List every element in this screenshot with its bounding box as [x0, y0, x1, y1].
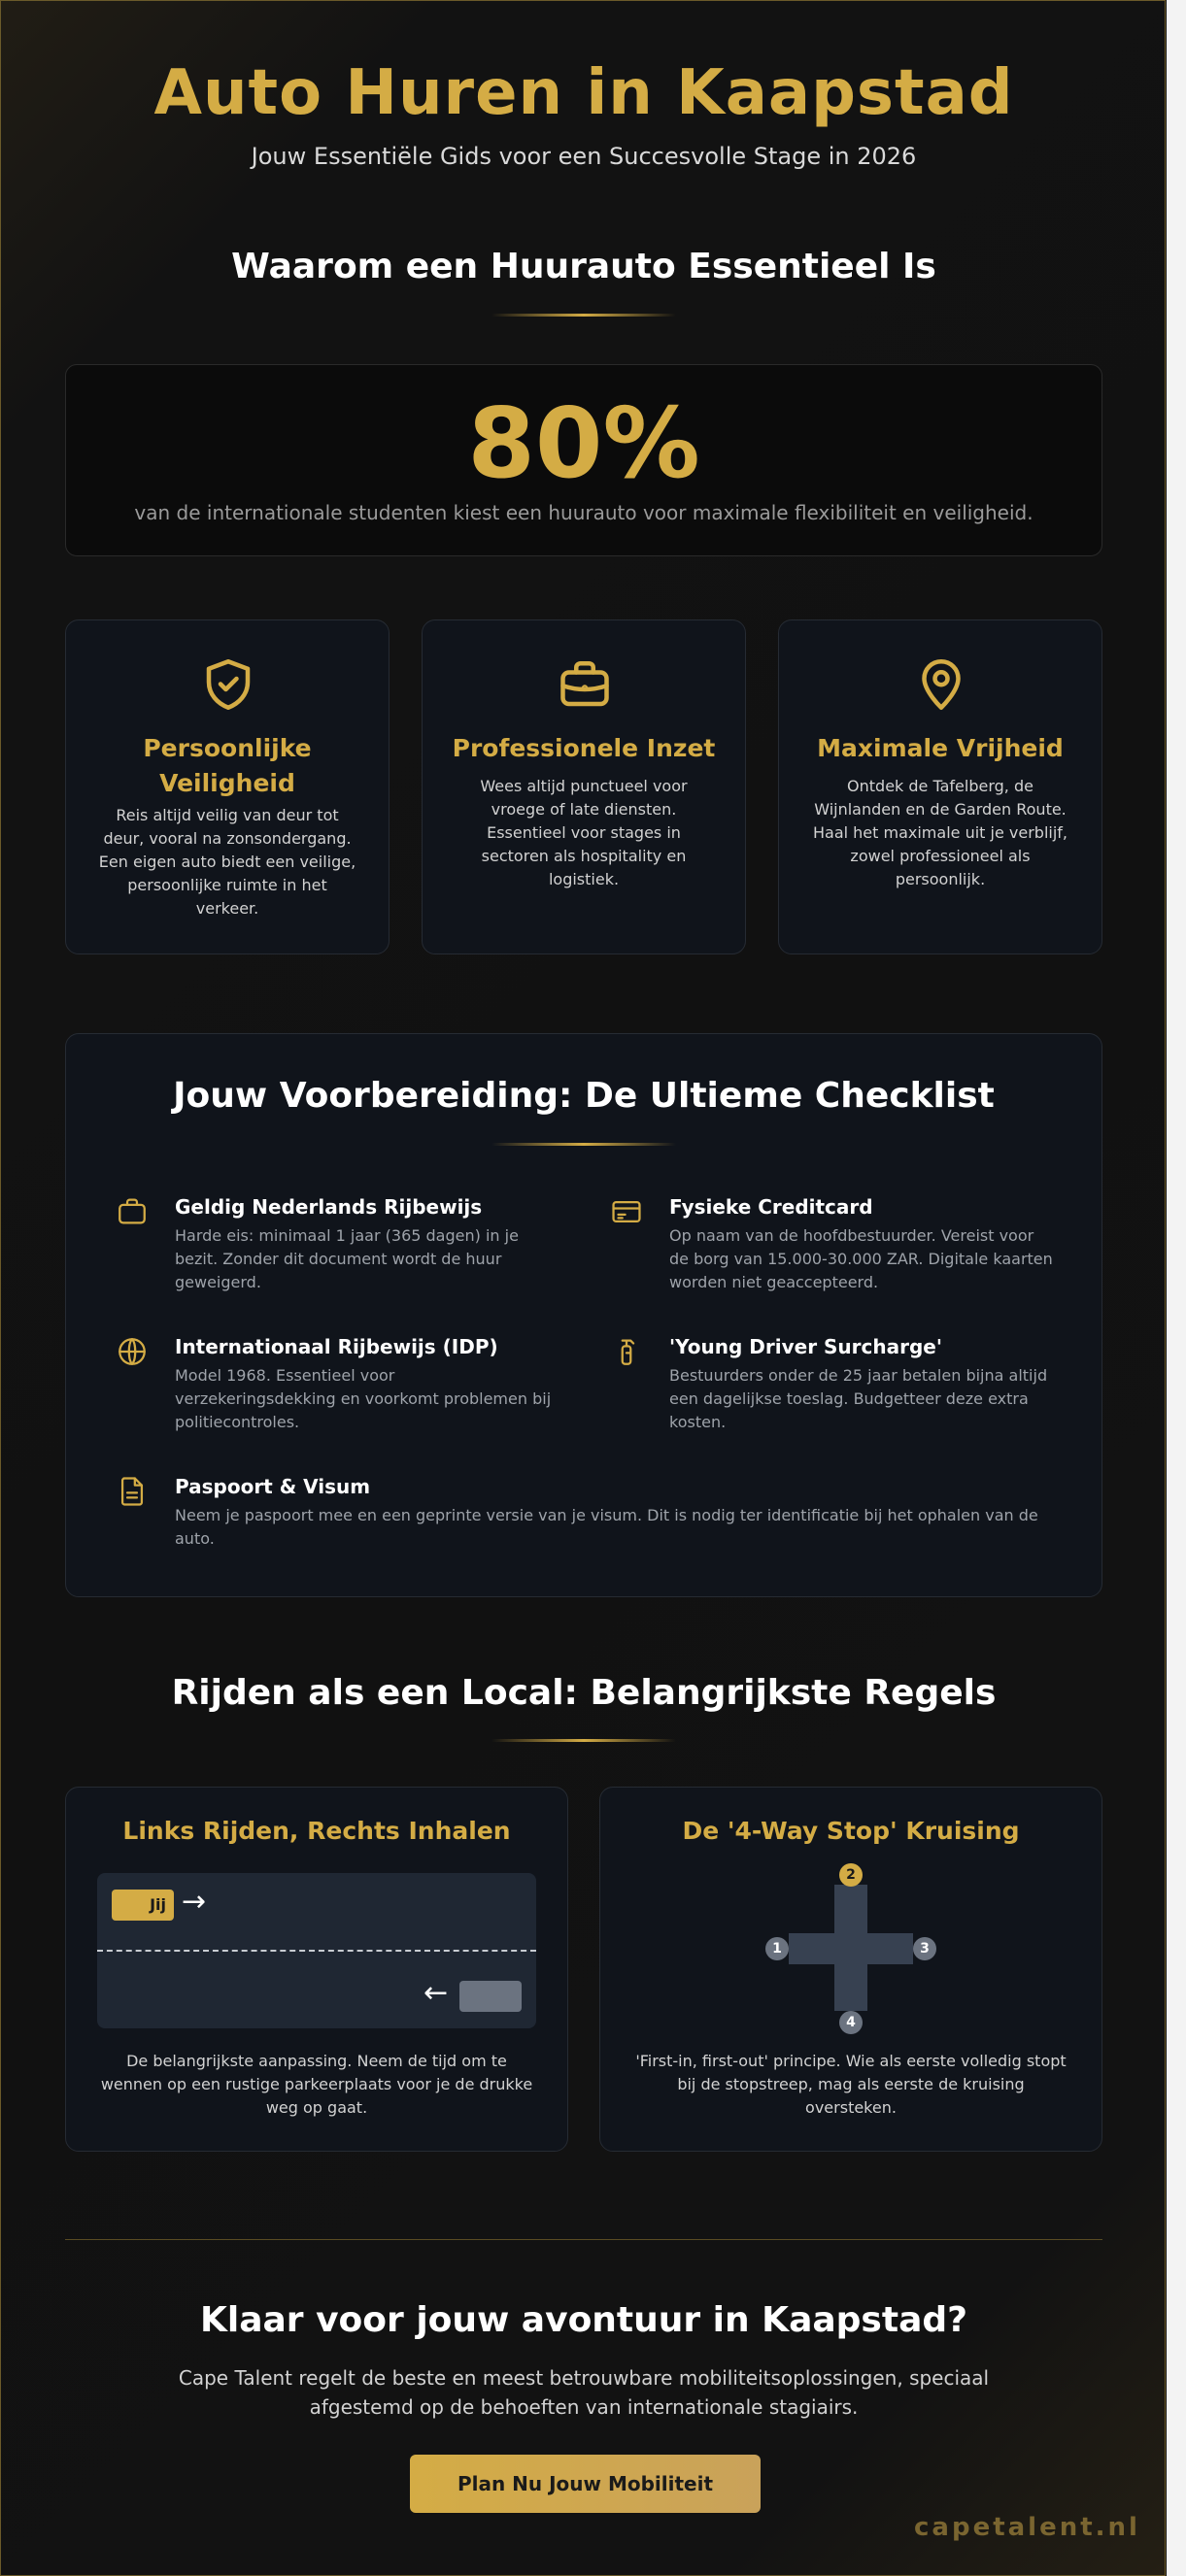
document-icon	[116, 1475, 149, 1508]
card-title-line: Professionele Inzet	[452, 734, 716, 762]
stat-box	[65, 364, 1102, 556]
checklist-panel	[65, 1033, 1102, 1597]
scrollbar-track[interactable]	[1167, 0, 1186, 2576]
page-subtitle: Jouw Essentiële Gids voor een Succesvolle Stage in 2026	[251, 143, 917, 170]
stat-description: van de internationale studenten kiest een huurauto voor maximale flexibiliteit en veiligheid.	[134, 501, 1034, 524]
checklist-title: Jouw Voorbereiding: De Ultieme Checklist	[173, 1076, 995, 1116]
shield-check-icon	[199, 655, 257, 714]
checklist-item-line: Model 1968. Essentieel voor	[175, 1366, 395, 1385]
checklist-item-line: Op naam van de hoofdbestuurder. Vereist voor	[669, 1226, 1034, 1245]
checklist-item-line: een dagelijkse toeslag. Budgetteer deze extra	[669, 1389, 1029, 1408]
card-body-line: Een eigen auto biedt een veilige,	[98, 853, 356, 871]
stop-marker: 1	[765, 1937, 789, 1960]
briefcase-icon	[116, 1195, 149, 1228]
checklist-item-title: Geldig Nederlands Rijbewijs	[175, 1195, 483, 1219]
card-body-line: Ontdek de Tafelberg, de	[847, 777, 1034, 795]
car-you: Jij	[112, 1890, 174, 1921]
briefcase-icon	[556, 655, 614, 714]
arrow-right-icon: →	[182, 1885, 207, 1919]
card-body-line: Essentieel voor stages in	[487, 823, 681, 842]
rule-card-four-way-stop	[599, 1787, 1102, 2152]
card-safety	[65, 619, 390, 954]
card-body-line: deur, vooral na zonsondergang.	[103, 829, 352, 848]
checklist-item-line: politiecontroles.	[175, 1413, 300, 1431]
card-body-line: Reis altijd veilig van deur tot	[116, 806, 339, 824]
checklist-item-line: Neem je paspoort mee en een geprinte versie van je visum. Dit is nodig ter identificatie bij het ophalen van de	[175, 1506, 1038, 1524]
card-body-line: logistiek.	[548, 870, 620, 888]
checklist-item-title: Fysieke Creditcard	[669, 1195, 873, 1219]
credit-card-icon	[610, 1195, 643, 1228]
section-divider	[491, 314, 676, 317]
card-body-line: persoonlijk.	[895, 870, 986, 888]
checklist-item-line: Bestuurders onder de 25 jaar betalen bijna altijd	[669, 1366, 1048, 1385]
arrow-left-icon: ←	[424, 1976, 449, 2010]
card-body-line: zowel professioneel als	[850, 847, 1031, 865]
intersection-road-horizontal	[789, 1933, 913, 1964]
stop-marker: 3	[913, 1937, 936, 1960]
card-body-line: verkeer.	[195, 899, 259, 918]
card-body-line: Wees altijd punctueel voor	[480, 777, 688, 795]
stop-marker: 4	[839, 2011, 863, 2034]
rules-section-title: Rijden als een Local: Belangrijkste Regels	[171, 1673, 997, 1713]
checklist-item-line: auto.	[175, 1529, 215, 1548]
checklist-item-title: Internationaal Rijbewijs (IDP)	[175, 1335, 498, 1358]
rule-card-body-line: weg op gaat.	[265, 2098, 368, 2117]
checklist-item-line: bezit. Zonder dit document wordt de huur	[175, 1250, 502, 1268]
card-body-line: sectoren als hospitality en	[481, 847, 687, 865]
lane-divider	[97, 1950, 536, 1952]
card-body-line: vroege of late diensten.	[491, 800, 677, 819]
cta-description	[147, 2363, 1021, 2422]
rule-card-left-driving	[65, 1787, 568, 2152]
cta-description-line: Cape Talent regelt de beste en meest betrouwbare mobiliteitsoplossingen, speciaal	[178, 2366, 990, 2390]
rule-card-body-line: wennen op een rustige parkeerplaats voor je de drukke	[100, 2075, 533, 2093]
footer-divider	[65, 2239, 1102, 2240]
road-illustration	[97, 1873, 536, 2028]
cta-description-line: afgestemd op de behoeften van internationale stagiairs.	[309, 2395, 859, 2419]
rule-card-body-line: De belangrijkste aanpassing. Neem de tijd om te	[126, 2052, 507, 2070]
card-professional	[422, 619, 746, 954]
plan-mobility-button[interactable]: Plan Nu Jouw Mobiliteit	[410, 2455, 761, 2513]
rule-card-title: Links Rijden, Rechts Inhalen	[122, 1817, 511, 1845]
checklist-item-line: Harde eis: minimaal 1 jaar (365 dagen) in je	[175, 1226, 519, 1245]
map-pin-icon	[912, 655, 970, 714]
card-body-line: Wijnlanden en de Garden Route.	[814, 800, 1067, 819]
card-body-line: Haal het maximale uit je verblijf,	[812, 823, 1067, 842]
cta-title: Klaar voor jouw avontuur in Kaapstad?	[199, 2300, 968, 2340]
section-divider	[491, 1739, 676, 1742]
rule-card-title: De '4-Way Stop' Kruising	[682, 1817, 1020, 1845]
rule-card-body-line: bij de stopstreep, mag als eerste de kruising	[677, 2075, 1025, 2093]
car-oncoming	[459, 1981, 522, 2012]
section-divider	[491, 1143, 676, 1146]
card-title-line: Veiligheid	[159, 769, 295, 797]
page-title: Auto Huren in Kaapstad	[153, 57, 1014, 129]
stop-marker-active: 2	[839, 1863, 863, 1887]
checklist-item-line: worden niet geaccepteerd.	[669, 1273, 879, 1291]
rule-card-body-line: 'First-in, first-out' principe. Wie als eerste volledig stopt	[635, 2052, 1067, 2070]
stat-value: 80%	[467, 386, 700, 500]
card-body-line: persoonlijke ruimte in het	[127, 876, 327, 894]
rule-card-body-line: oversteken.	[805, 2098, 897, 2117]
checklist-item-title: 'Young Driver Surcharge'	[669, 1335, 942, 1358]
card-title-line: Persoonlijke	[143, 734, 312, 762]
card-freedom	[778, 619, 1102, 954]
why-section-title: Waarom een Huurauto Essentieel Is	[231, 247, 936, 286]
card-title-line: Maximale Vrijheid	[817, 734, 1064, 762]
checklist-item-line: de borg van 15.000-30.000 ZAR. Digitale kaarten	[669, 1250, 1053, 1268]
checklist-item-line: geweigerd.	[175, 1273, 261, 1291]
brand-logo: capetalent.nl	[914, 2513, 1140, 2542]
checklist-item-title: Paspoort & Visum	[175, 1475, 371, 1498]
checklist-item-line: kosten.	[669, 1413, 727, 1431]
checklist-item-line: verzekeringsdekking en voorkomt problemen bij	[175, 1389, 552, 1408]
fire-extinguisher-icon	[610, 1335, 643, 1368]
globe-icon	[116, 1335, 149, 1368]
